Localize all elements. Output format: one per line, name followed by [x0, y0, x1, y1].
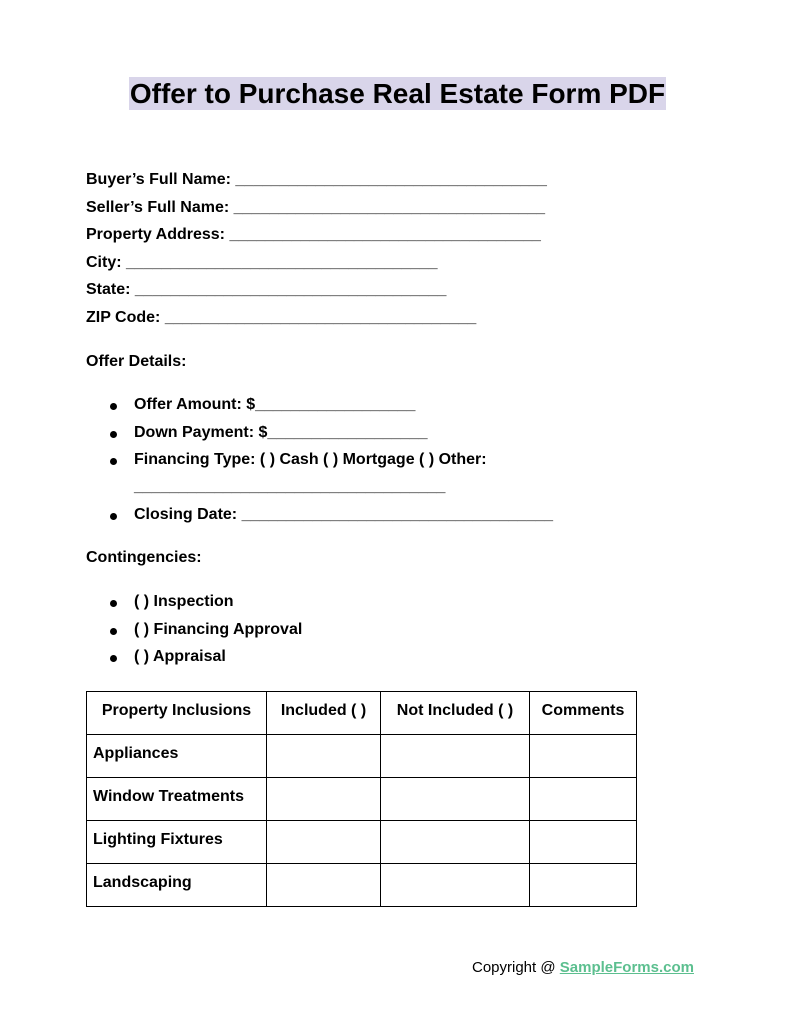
not-included-cell[interactable]: [381, 778, 530, 821]
financing-other-blank[interactable]: ___________________________________: [134, 478, 446, 496]
inclusion-name-cell: Lighting Fixtures: [87, 821, 267, 864]
copyright-prefix: Copyright @: [472, 959, 560, 976]
field-label: ZIP Code:: [86, 308, 161, 326]
state-field[interactable]: [86, 280, 726, 308]
bullet-icon: [110, 600, 117, 607]
financing-type-text: Financing Type: ( ) Cash ( ) Mortgage ( ) Other:: [134, 451, 487, 469]
field-label: Property Address:: [86, 226, 225, 244]
closing-date-text: Closing Date: ___________________________________: [134, 505, 554, 523]
included-cell[interactable]: [267, 778, 381, 821]
field-blank[interactable]: ___________________________________: [233, 198, 546, 216]
party-info-fields: [86, 170, 726, 336]
not-included-cell[interactable]: [381, 821, 530, 864]
table-row: [87, 735, 637, 778]
included-cell[interactable]: [267, 864, 381, 907]
not-included-cell[interactable]: [381, 735, 530, 778]
comments-cell[interactable]: [530, 821, 637, 864]
list-item[interactable]: [86, 592, 726, 612]
inspection-option: ( ) Inspection: [134, 593, 234, 610]
field-blank[interactable]: ___________________________________: [134, 281, 447, 299]
table-row: [87, 864, 637, 907]
contingencies-heading: Contingencies:: [86, 549, 202, 566]
comments-cell[interactable]: [530, 778, 637, 821]
bullet-icon: [110, 403, 117, 410]
field-blank[interactable]: ___________________________________: [235, 171, 547, 188]
seller-name-field[interactable]: [86, 198, 726, 226]
inclusion-name-cell: Appliances: [87, 735, 267, 778]
property-inclusions-table: [86, 691, 637, 907]
included-cell[interactable]: [267, 821, 381, 864]
field-label: Buyer’s Full Name:: [86, 171, 231, 188]
offer-amount-text: Offer Amount: $__________________: [134, 396, 416, 413]
inclusion-name-cell: Landscaping: [87, 864, 267, 907]
bullet-icon: [110, 628, 117, 635]
field-label: City:: [86, 253, 122, 271]
property-address-field[interactable]: [86, 225, 726, 253]
field-label: Seller’s Full Name:: [86, 198, 230, 216]
column-header: Property Inclusions: [87, 692, 267, 735]
column-header: Comments: [530, 692, 637, 735]
list-item[interactable]: [86, 395, 726, 415]
appraisal-option: ( ) Appraisal: [134, 648, 226, 666]
field-blank[interactable]: ___________________________________: [164, 308, 477, 326]
field-blank[interactable]: ___________________________________: [229, 226, 541, 244]
comments-cell[interactable]: [530, 864, 637, 907]
bullet-icon: [110, 655, 117, 662]
page-title: Offer to Purchase Real Estate Form PDF: [129, 78, 666, 109]
offer-details-heading: Offer Details:: [86, 353, 187, 370]
financing-approval-option: ( ) Financing Approval: [134, 620, 303, 638]
not-included-cell[interactable]: [381, 864, 530, 907]
list-item[interactable]: [86, 423, 726, 443]
bullet-icon: [110, 458, 117, 465]
bullet-icon: [110, 513, 117, 520]
included-cell[interactable]: [267, 735, 381, 778]
field-label: State:: [86, 281, 131, 299]
offer-details-list: [86, 395, 726, 532]
comments-cell[interactable]: [530, 735, 637, 778]
column-header: Not Included ( ): [381, 692, 530, 735]
field-blank[interactable]: ___________________________________: [126, 253, 438, 271]
column-header: Included ( ): [267, 692, 381, 735]
list-item[interactable]: [86, 450, 726, 497]
down-payment-text: Down Payment: $__________________: [134, 423, 428, 441]
contingencies-list: [86, 592, 726, 675]
table-row: [87, 778, 637, 821]
copyright-footer: [472, 958, 694, 978]
inclusion-name-cell: Window Treatments: [87, 778, 267, 821]
zip-code-field[interactable]: [86, 308, 726, 336]
list-item[interactable]: [86, 505, 726, 525]
brand-link[interactable]: SampleForms.com: [559, 959, 694, 976]
list-item[interactable]: [86, 647, 726, 667]
table-row: [87, 821, 637, 864]
buyer-name-field[interactable]: [86, 170, 726, 198]
bullet-icon: [110, 431, 117, 438]
city-field[interactable]: [86, 253, 726, 281]
title-wrapper: [0, 77, 795, 110]
table-header-row: [87, 692, 637, 735]
list-item[interactable]: [86, 620, 726, 640]
